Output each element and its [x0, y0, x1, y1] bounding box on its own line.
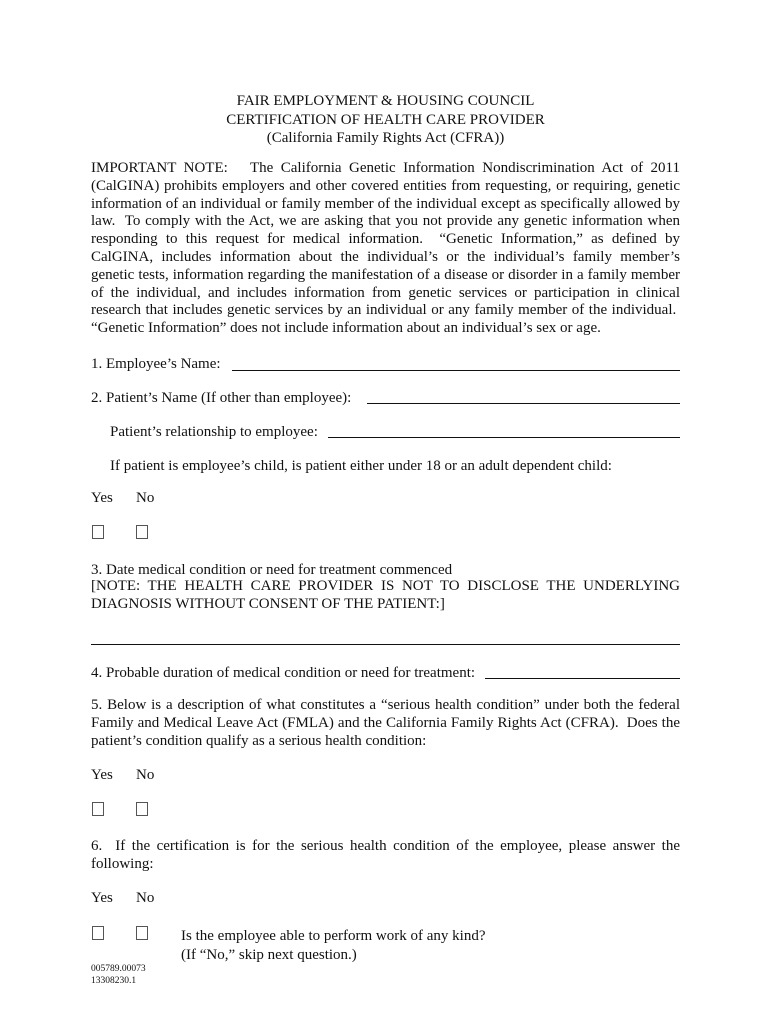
employee-name-field[interactable]: [232, 370, 680, 371]
important-note: IMPORTANT NOTE: The California Genetic Information Nondiscrimination Act of 2011 (CalGINA) prohibits employers and other covered entities from requesting, or requiring, genetic information of an individual or family member of the individual except as specifically allowed by law. To comply with the Act, we are asking that you not provide any genetic information when responding to this request for medical information. “Genetic Information,” as defined by CalGINA, includes information about the individual’s or the individual’s family member’s genetic tests, information regarding the manifestation of a disease or disorder in a family member of the individual, and includes information from genetic services or participation in clinical research that includes genetic services by an individual or any family member of the individual. “Genetic Information” does not include information about an individual’s sex or age.: [91, 160, 680, 337]
duration-label: 4. Probable duration of medical condition or need for treatment:: [91, 665, 476, 681]
skip-instruction: (If “No,” skip next question.): [181, 947, 357, 963]
header-act: (California Family Rights Act (CFRA)): [266, 130, 505, 146]
header-certification: CERTIFICATION OF HEALTH CARE PROVIDER: [226, 111, 545, 128]
relationship-field[interactable]: [328, 437, 680, 438]
form-header: [91, 92, 680, 148]
q6-yes-label: Yes: [91, 890, 113, 906]
q6-yes-checkbox[interactable]: [92, 926, 104, 940]
q2-yes-label: Yes: [91, 490, 113, 506]
q5-no-label: No: [136, 767, 155, 783]
header-council: FAIR EMPLOYMENT & HOUSING COUNCIL: [236, 93, 535, 109]
q2-no-checkbox[interactable]: [136, 525, 148, 539]
q5-yes-checkbox[interactable]: [92, 802, 104, 816]
q5-no-checkbox[interactable]: [136, 802, 148, 816]
q6-no-label: No: [136, 890, 155, 906]
q5-yes-label: Yes: [91, 767, 113, 783]
relationship-label: Patient’s relationship to employee:: [110, 424, 318, 440]
date-commenced-label: 3. Date medical condition or need for treatment commenced: [91, 562, 453, 578]
q6-no-checkbox[interactable]: [136, 926, 148, 940]
serious-condition-description: 5. Below is a description of what constitutes a “serious health condition” under both the federal Family and Medical Leave Act (FMLA) and the California Family Rights Act (CFRA). Does the patient’s condition qualify as a serious health condition:: [91, 697, 680, 749]
employee-condition-question: 6. If the certification is for the serious health condition of the employee, please answer the following:: [91, 838, 680, 872]
employee-name-label: 1. Employee’s Name:: [91, 356, 221, 372]
diagnosis-note: [NOTE: THE HEALTH CARE PROVIDER IS NOT TO DISCLOSE THE UNDERLYING DIAGNOSIS WITHOUT CONSENT OF THE PATIENT:]: [91, 578, 680, 612]
child-question: If patient is employee’s child, is patient either under 18 or an adult dependent child:: [110, 458, 612, 474]
patient-name-label: 2. Patient’s Name (If other than employee):: [91, 390, 352, 406]
duration-field[interactable]: [485, 678, 680, 679]
patient-name-field[interactable]: [367, 403, 680, 404]
q2-yes-checkbox[interactable]: [92, 525, 104, 539]
q2-no-label: No: [136, 490, 155, 506]
work-ability-question: Is the employee able to perform work of any kind?: [181, 928, 486, 944]
date-commenced-field[interactable]: [91, 644, 680, 645]
document-version: 13308230.1: [91, 976, 137, 986]
document-code: 005789.00073: [91, 964, 146, 974]
